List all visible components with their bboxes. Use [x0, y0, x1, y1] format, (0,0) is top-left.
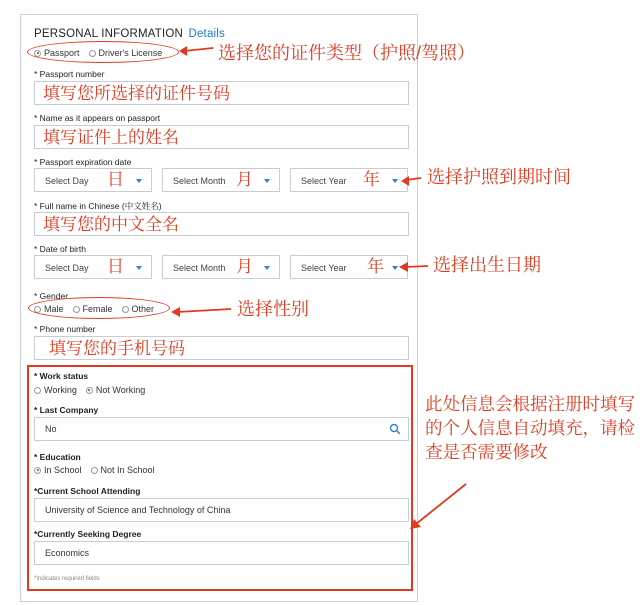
expiration-label: * Passport expiration date: [34, 157, 132, 167]
radio-not-in-school[interactable]: Not In School: [91, 465, 155, 475]
expiration-month-placeholder: Select Month: [173, 176, 226, 186]
expiration-year-select[interactable]: [290, 168, 408, 192]
expiration-annotation: 选择护照到期时间: [427, 167, 571, 187]
chevron-down-icon: [264, 266, 270, 270]
radio-other[interactable]: Other: [122, 304, 155, 314]
radio-female[interactable]: Female: [73, 304, 113, 314]
birth-date-label: * Date of birth: [34, 244, 86, 254]
education-label: * Education: [34, 452, 81, 462]
section-title: PERSONAL INFORMATION: [34, 28, 184, 40]
passport-name-label: * Name as it appears on passport: [34, 113, 161, 123]
expiration-month-select[interactable]: [162, 168, 280, 192]
last-company-value: No: [45, 424, 57, 434]
details-link[interactable]: Details: [188, 28, 226, 40]
gender-label: * Gender: [34, 291, 69, 301]
expiration-day-select[interactable]: [34, 168, 152, 192]
birth-month-note: 月: [236, 257, 253, 276]
work-status-label: * Work status: [34, 371, 89, 381]
birth-year-select[interactable]: [290, 255, 408, 279]
chinese-name-label: * Full name in Chinese (中文姓名): [34, 201, 162, 211]
current-school-value: University of Science and Technology of China: [45, 505, 231, 515]
required-fields-note: *Indicates required fields: [34, 576, 100, 582]
radio-drivers-license[interactable]: Driver's License: [89, 48, 163, 58]
id-type-annotation: 选择您的证件类型（护照/驾照）: [218, 43, 475, 63]
birth-month-placeholder: Select Month: [173, 263, 226, 273]
chinese-name-value: 填写您的中文全名: [43, 215, 179, 234]
radio-male[interactable]: Male: [34, 304, 64, 314]
passport-name-input[interactable]: [34, 125, 409, 149]
expiration-year-note: 年: [363, 170, 380, 189]
autofill-annotation: 此处信息会根据注册时填写的个人信息自动填充，请检查是否需要修改: [425, 394, 635, 462]
expiration-month-note: 月: [236, 170, 253, 189]
birth-day-placeholder: Select Day: [45, 263, 89, 273]
passport-number-input[interactable]: [34, 81, 409, 105]
current-school-label: *Current School Attending: [34, 486, 141, 496]
passport-name-value: 填写证件上的姓名: [43, 128, 179, 147]
chevron-down-icon: [264, 179, 270, 183]
expiration-day-note: 日: [107, 170, 124, 189]
seeking-degree-value: Economics: [45, 548, 90, 558]
passport-number-value: 填写您所选择的证件号码: [43, 84, 230, 103]
chevron-down-icon: [136, 179, 142, 183]
radio-not-working[interactable]: Not Working: [86, 385, 145, 395]
arrow-line: [416, 484, 466, 524]
section-header: [34, 28, 225, 40]
radio-passport[interactable]: Passport: [34, 48, 80, 58]
birth-annotation: 选择出生日期: [433, 255, 541, 275]
birth-year-placeholder: Select Year: [301, 263, 347, 273]
birth-month-select[interactable]: [162, 255, 280, 279]
gender-highlight: [28, 297, 170, 319]
birth-day-note: 日: [107, 257, 124, 276]
id-type-highlight: [27, 41, 179, 63]
chevron-down-icon: [136, 266, 142, 270]
chinese-name-input[interactable]: [34, 212, 409, 236]
passport-number-label: * Passport number: [34, 69, 105, 79]
seeking-degree-label: *Currently Seeking Degree: [34, 529, 142, 539]
expiration-day-placeholder: Select Day: [45, 176, 89, 186]
expiration-year-placeholder: Select Year: [301, 176, 347, 186]
birth-year-note: 年: [367, 257, 384, 276]
phone-input[interactable]: [34, 336, 409, 360]
autofill-highlight-box: [27, 365, 413, 591]
chevron-down-icon: [392, 179, 398, 183]
gender-annotation: 选择性别: [237, 299, 309, 319]
phone-label: * Phone number: [34, 324, 96, 334]
last-company-label: * Last Company: [34, 405, 99, 415]
birth-day-select[interactable]: [34, 255, 152, 279]
radio-working[interactable]: Working: [34, 385, 77, 395]
phone-value: 填写您的手机号码: [49, 339, 185, 358]
radio-in-school[interactable]: In School: [34, 465, 82, 475]
chevron-down-icon: [392, 266, 398, 270]
